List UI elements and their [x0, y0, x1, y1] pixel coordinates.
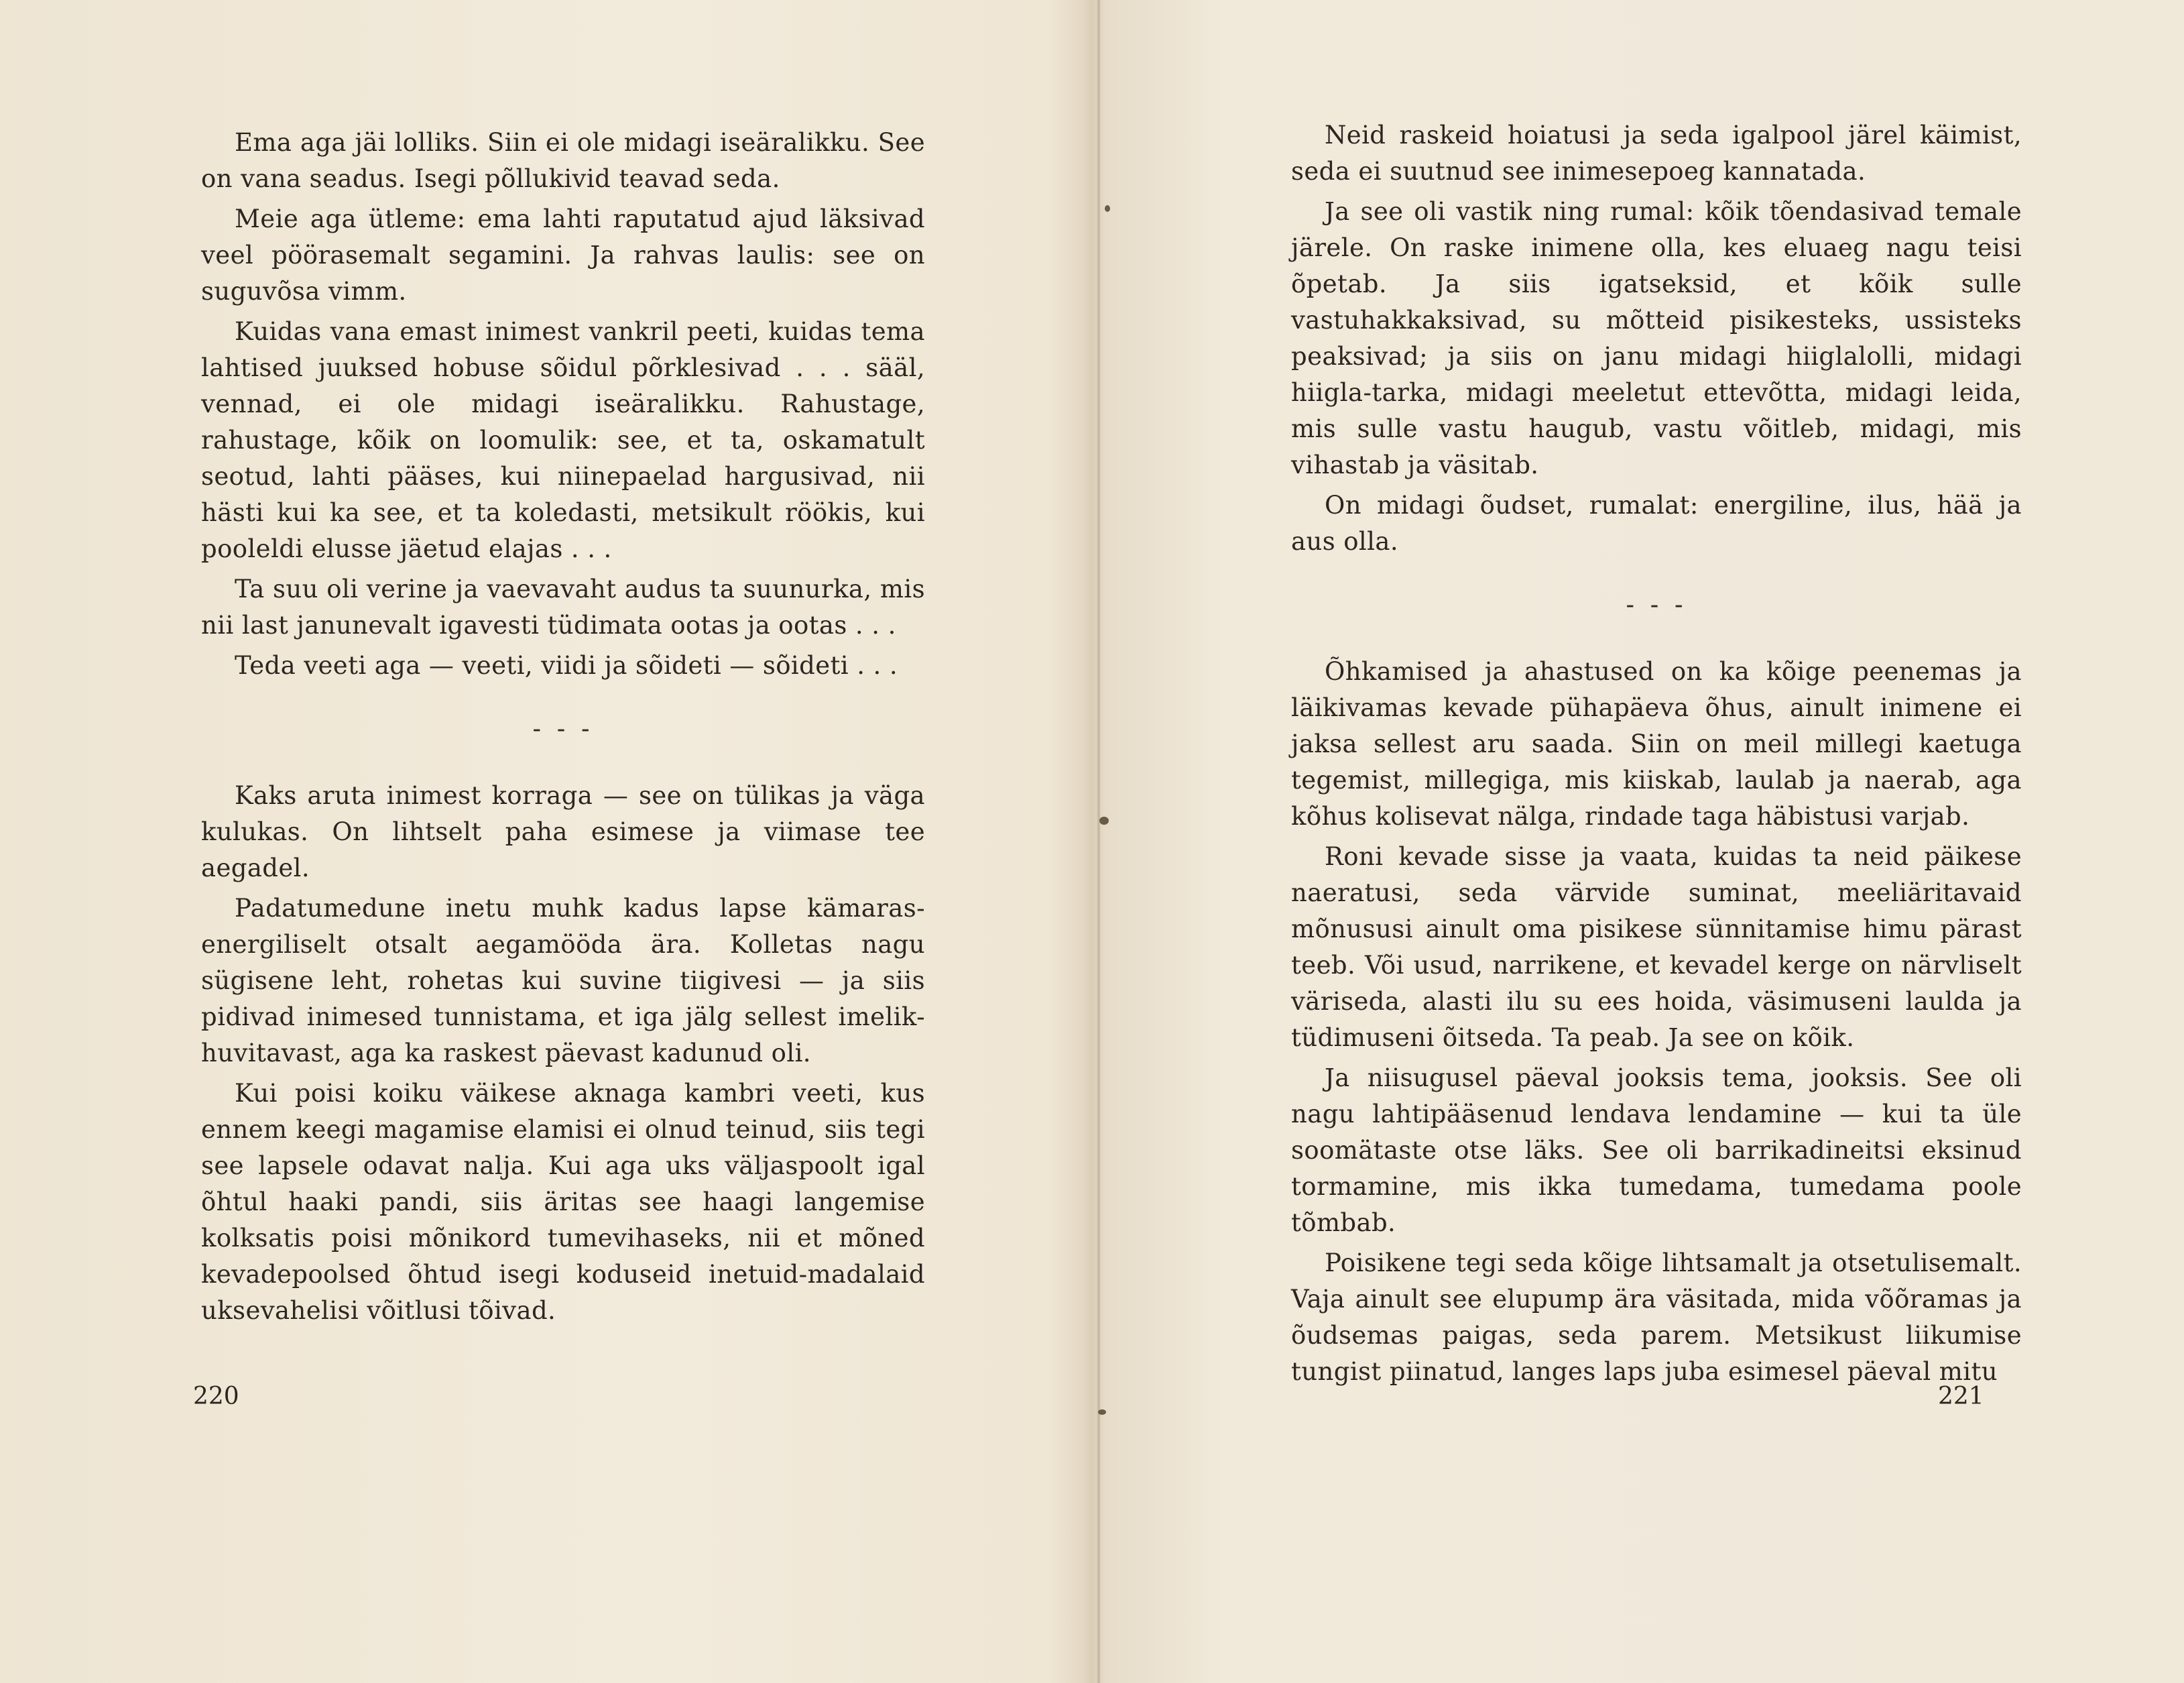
paragraph: Padatumedune inetu muhk kadus lapse kämaras-energiliselt otsalt aegamööda ära. Kolletas nagu sügisene leht, rohetas kui suvine tiigivesi — ja siis pidivad inimesed tunnistama, et iga jälg sellest imelik-huvitavast, aga ka raskest päevast kadunud oli. — [201, 894, 925, 1067]
paper-speck — [1098, 1409, 1106, 1415]
paper-speck — [1099, 817, 1109, 825]
section-separator: - - - — [532, 714, 594, 743]
paragraph: Poisikene tegi seda kõige lihtsamalt ja otsetulisemalt. Vaja ainult see elupump ära väsitada, mida võõramas ja õudsemas paigas, seda parem. Metsikust liikumise tungist piinatud, langes laps juba esimesel päeval mitu — [1291, 1249, 2022, 1386]
right-page-body — [1291, 117, 2022, 1394]
paragraph: Kui poisi koiku väikese aknaga kambri veeti, kus ennem keegi magamise elamisi ei olnud teinud, siis tegi see lapsele odavat nalja. Kui aga uks väljaspoolt igal õhtul haaki pandi, siis äritas see haagi langemise kolksatis poisi mõnikord tumevihaseks, nii et mõned kevadepoolsed õhtud isegi koduseid inetuid-madalaid uksevahelisi võitlusi tõivad. — [201, 1079, 925, 1325]
page-number: 221 — [1938, 1383, 1984, 1410]
paragraph: Õhkamised ja ahastused on ka kõige peenemas ja läikivamas kevade pühapäeva õhus, ainult inimene ei jaksa sellest aru saada. Siin on meil millegi kaetuga tegemist, millegiga, mis kiiskab, laulab ja naerab, aga kõhus kolisevat nälga, rindade taga häbistusi varjab. — [1291, 657, 2022, 831]
paragraph: Meie aga ütleme: ema lahti raputatud ajud läksivad veel pöörasemalt segamini. Ja rahvas laulis: see on suguvõsa vimm. — [201, 205, 925, 306]
paragraph: On midagi õudset, rumalat: energiline, ilus, hää ja aus olla. — [1291, 491, 2022, 556]
paper-speck — [1105, 205, 1110, 212]
left-page-body — [201, 125, 925, 1333]
paragraph: Kuidas vana emast inimest vankril peeti, kuidas tema lahtised juuksed hobuse sõidul põrklesivad . . . sääl, vennad, ei ole midagi iseäralikku. Rahustage, rahustage, kõik on loomulik: see, et ta, oskamatult seotud, lahti pääses, kui niinepaelad hargusivad, nii hästi kui ka see, et ta koledasti, metsikult röökis, kui pooleldi elusse jäetud elajas . . . — [201, 317, 925, 563]
right-page — [1092, 0, 2184, 1683]
paragraph: Kaks aruta inimest korraga — see on tülikas ja väga kulukas. On lihtselt paha esimese ja viimase tee aegadel. — [201, 781, 925, 882]
paragraph: Neid raskeid hoiatusi ja seda igalpool järel käimist, seda ei suutnud see inimesepoeg kannatada. — [1291, 121, 2022, 186]
paragraph: Roni kevade sisse ja vaata, kuidas ta neid päikese naeratusi, seda värvide suminat, meeliäritavaid mõnususi ainult oma pisikese sünnitamise himu pärast teeb. Või usud, narrikene, et kevadel kerge on närvliselt väriseda, alasti ilu su ees hoida, väsimuseni laulda ja tüdimuseni õitseda. Ta peab. Ja see on kõik. — [1291, 842, 2022, 1052]
paragraph: Ta suu oli verine ja vaevavaht audus ta suunurka, mis nii last janunevalt igavesti tüdimata ootas ja ootas . . . — [201, 575, 925, 640]
paragraph: Ja see oli vastik ning rumal: kõik tõendasivad temale järele. On raske inimene olla, kes eluaeg nagu teisi õpetab. Ja siis igatseksid, et kõik sulle vastuhakkaksivad, su mõtteid pisikesteks, ussisteks peaksivad; ja siis on janu midagi hiiglalolli, midagi hiigla-tarka, midagi meeletut ettevõtta, midagi leida, mis sulle vastu haugub, vastu võitleb, midagi, mis vihastab ja väsitab. — [1291, 197, 2022, 479]
section-separator: - - - — [1626, 590, 1687, 619]
paragraph: Ema aga jäi lolliks. Siin ei ole midagi iseäralikku. See on vana seadus. Isegi põllukivid teavad seda. — [201, 128, 925, 193]
page-number: 220 — [193, 1383, 239, 1410]
paragraph: Teda veeti aga — veeti, viidi ja sõideti — sõideti . . . — [235, 651, 898, 680]
paragraph: Ja niisugusel päeval jooksis tema, jooksis. See oli nagu lahtipääsenud lendava lendamine — kui ta üle soomätaste otse läks. See oli barrikadineitsi eksinud tormamine, mis ikka tumedama, tumedama poole tõmbab. — [1291, 1063, 2022, 1237]
